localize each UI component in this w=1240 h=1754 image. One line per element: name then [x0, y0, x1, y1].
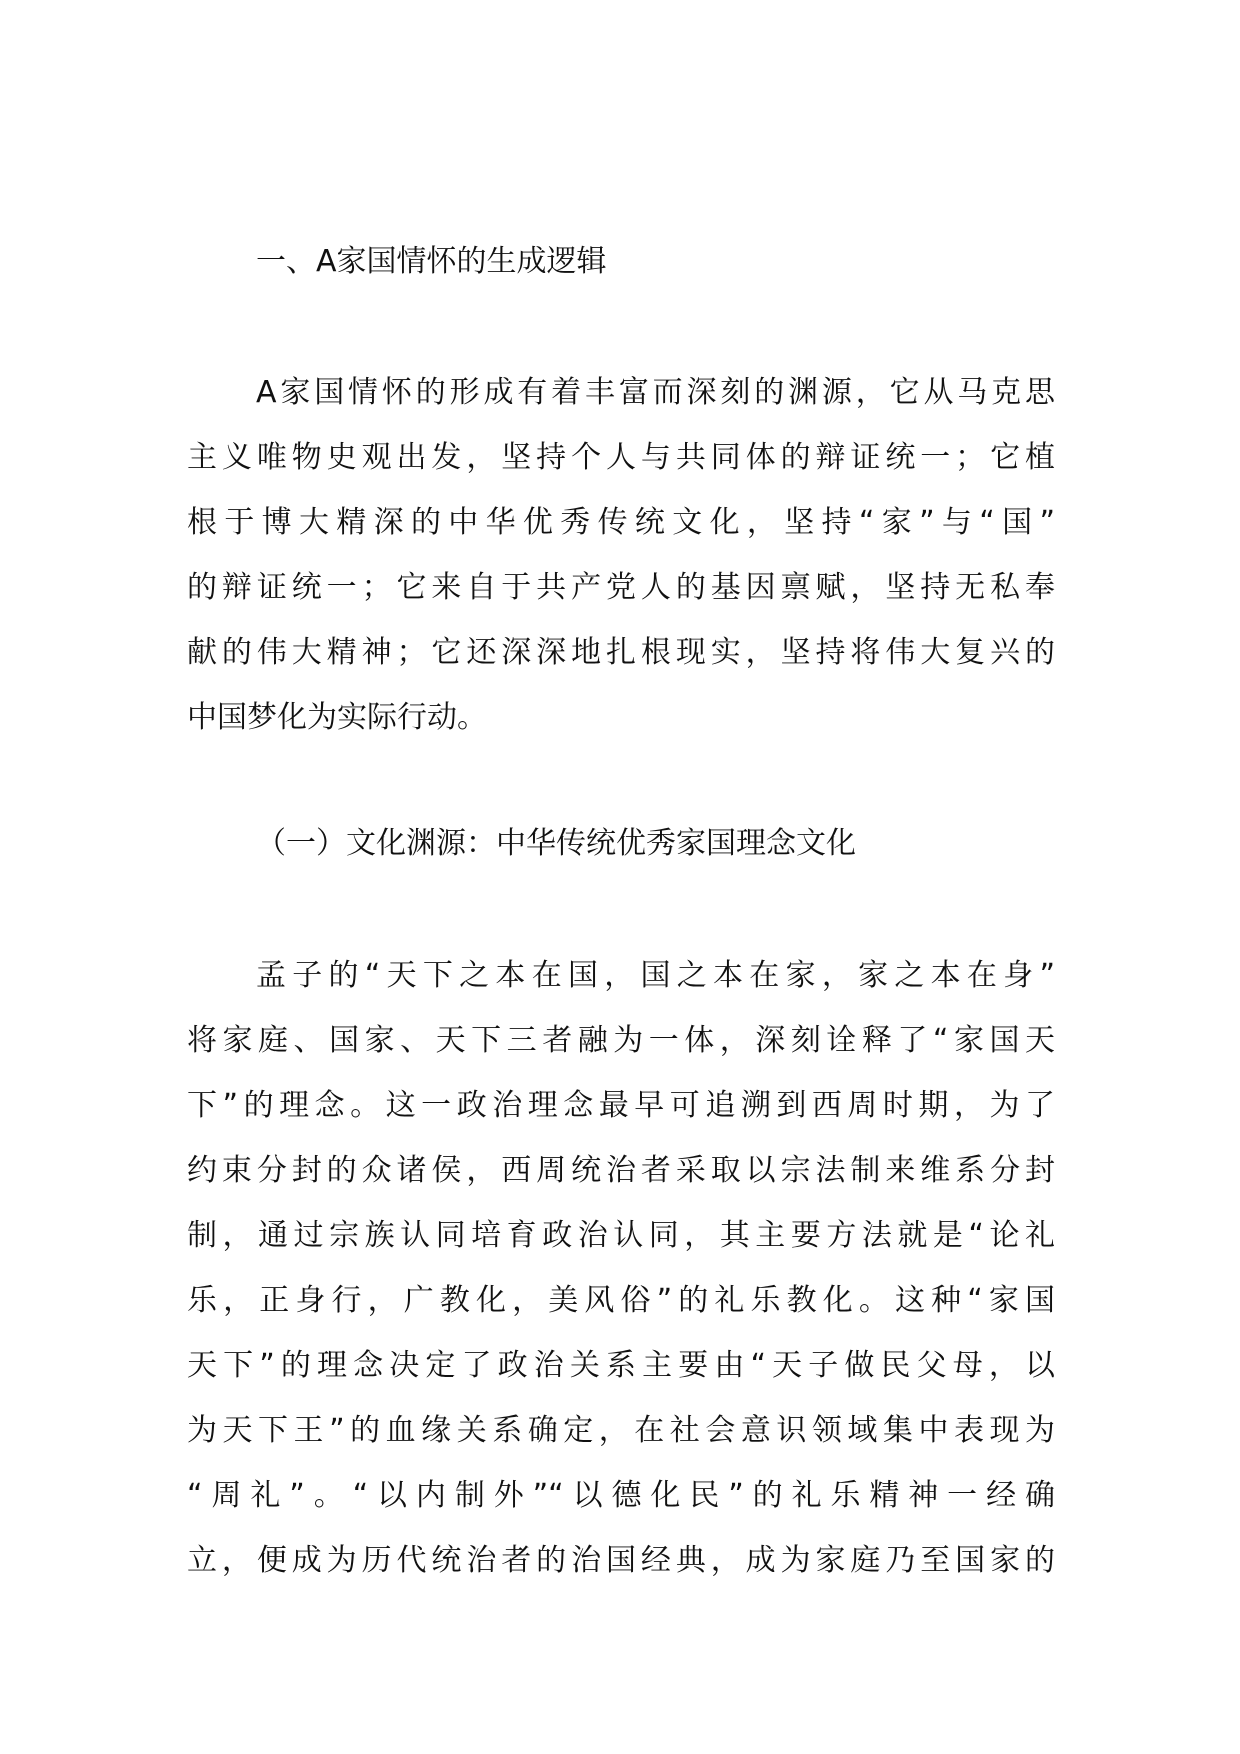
paragraph-line: 的辩证统一；它来自于共产党人的基因禀赋，坚持无私奉: [187, 570, 1055, 605]
paragraph-line: 根于博大精深的中华优秀传统文化，坚持“家”与“国”: [187, 505, 1055, 540]
paragraph-line: 制，通过宗族认同培育政治认同，其主要方法就是“论礼: [187, 1218, 1055, 1253]
paragraph-line: 孟子的“天下之本在国，国之本在家，家之本在身”: [256, 958, 1055, 993]
paragraph-line: 下”的理念。这一政治理念最早可追溯到西周时期，为了: [187, 1088, 1055, 1123]
paragraph-line: 乐，正身行，广教化，美风俗”的礼乐教化。这种“家国: [187, 1283, 1055, 1318]
paragraph-line: 献的伟大精神；它还深深地扎根现实，坚持将伟大复兴的: [187, 635, 1055, 670]
paragraph-line: 中国梦化为实际行动。: [187, 700, 487, 735]
paragraph-line: 约束分封的众诸侯，西周统治者采取以宗法制来维系分封: [187, 1153, 1055, 1188]
section-heading: 一、A家国情怀的生成逻辑: [256, 244, 607, 279]
paragraph-line: 将家庭、国家、天下三者融为一体，深刻诠释了“家国天: [187, 1023, 1055, 1058]
paragraph-line: 为天下王”的血缘关系确定，在社会意识领域集中表现为: [187, 1413, 1055, 1448]
paragraph-line: A家国情怀的形成有着丰富而深刻的渊源，它从马克思: [256, 375, 1055, 410]
paragraph-line: 立，便成为历代统治者的治国经典，成为家庭乃至国家的: [187, 1543, 1055, 1578]
paragraph-line: 主义唯物史观出发，坚持个人与共同体的辩证统一；它植: [187, 440, 1055, 475]
subsection-heading: （一）文化渊源：中华传统优秀家国理念文化: [256, 826, 856, 861]
intro-paragraph: [187, 360, 1055, 750]
paragraph-line: “周礼”。“以内制外”“以德化民”的礼乐精神一经确: [187, 1478, 1055, 1513]
body-paragraph: [187, 943, 1055, 1593]
paragraph-line: 天下”的理念决定了政治关系主要由“天子做民父母，以: [187, 1348, 1055, 1383]
